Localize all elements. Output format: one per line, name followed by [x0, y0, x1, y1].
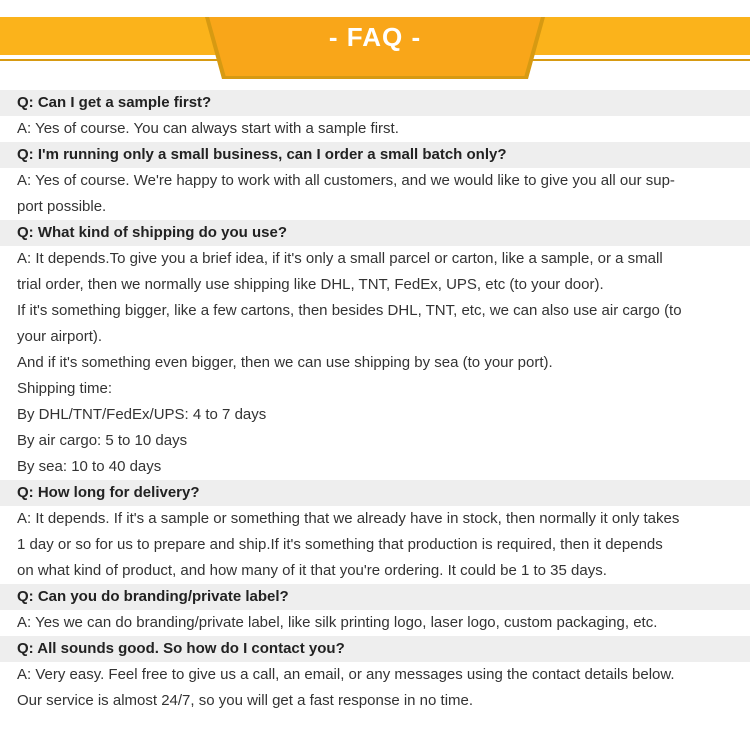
- faq-answer-line: By sea: 10 to 40 days: [17, 458, 162, 475]
- faq-answer: [0, 506, 750, 584]
- faq-answer-line: Our service is almost 24/7, so you will get a fast response in no time.: [17, 692, 474, 709]
- faq-answer-line: on what kind of product, and how many of it that you're ordering. It could be 1 to 35 days.: [17, 562, 607, 579]
- faq-answer: [0, 610, 750, 636]
- faq-answer-line: And if it's something even bigger, then we can use shipping by sea (to your port).: [17, 354, 553, 371]
- faq-answer-line: A: Yes we can do branding/private label, like silk printing logo, laser logo, custom packaging, etc.: [17, 614, 658, 631]
- faq-answer-line: A: It depends. If it's a sample or something that we already have in stock, then normally it only takes: [17, 510, 680, 527]
- faq-answer-line: 1 day or so for us to prepare and ship.If it's something that production is required, then it depends: [17, 536, 663, 553]
- faq-answer: [0, 116, 750, 142]
- faq-question: Q: I'm running only a small business, can I order a small batch only?: [0, 142, 750, 168]
- faq-answer-line: By air cargo: 5 to 10 days: [17, 432, 188, 449]
- faq-question: Q: All sounds good. So how do I contact you?: [0, 636, 750, 662]
- faq-item: [0, 480, 750, 584]
- faq-item: [0, 584, 750, 636]
- faq-answer: [0, 662, 750, 714]
- faq-answer-line: A: Very easy. Feel free to give us a call, an email, or any messages using the contact details below.: [17, 666, 675, 683]
- faq-question: Q: How long for delivery?: [0, 480, 750, 506]
- faq-list: [0, 90, 750, 714]
- faq-question: Q: What kind of shipping do you use?: [0, 220, 750, 246]
- faq-answer: [0, 168, 750, 220]
- faq-item: [0, 636, 750, 714]
- faq-answer-line: trial order, then we normally use shipping like DHL, TNT, FedEx, UPS, etc (to your door).: [17, 276, 604, 293]
- faq-item: [0, 220, 750, 480]
- page-title: - FAQ -: [328, 22, 422, 52]
- faq-item: [0, 90, 750, 142]
- faq-item: [0, 142, 750, 220]
- faq-answer-line: If it's something bigger, like a few cartons, then besides DHL, TNT, etc, we can also use air cargo (to: [17, 302, 682, 319]
- faq-question: Q: Can you do branding/private label?: [0, 584, 750, 610]
- faq-answer-line: port possible.: [17, 198, 107, 215]
- faq-answer: [0, 246, 750, 480]
- faq-answer-line: A: It depends.To give you a brief idea, if it's only a small parcel or carton, like a sample, or a small: [17, 250, 663, 267]
- faq-banner: [0, 0, 750, 82]
- faq-answer-line: A: Yes of course. You can always start with a sample first.: [17, 120, 399, 137]
- faq-answer-line: By DHL/TNT/FedEx/UPS: 4 to 7 days: [17, 406, 267, 423]
- faq-answer-line: Shipping time:: [17, 380, 113, 397]
- faq-answer-line: your airport).: [17, 328, 103, 345]
- faq-answer-line: A: Yes of course. We're happy to work with all customers, and we would like to give you all our sup-: [17, 172, 675, 189]
- faq-question: Q: Can I get a sample first?: [0, 90, 750, 116]
